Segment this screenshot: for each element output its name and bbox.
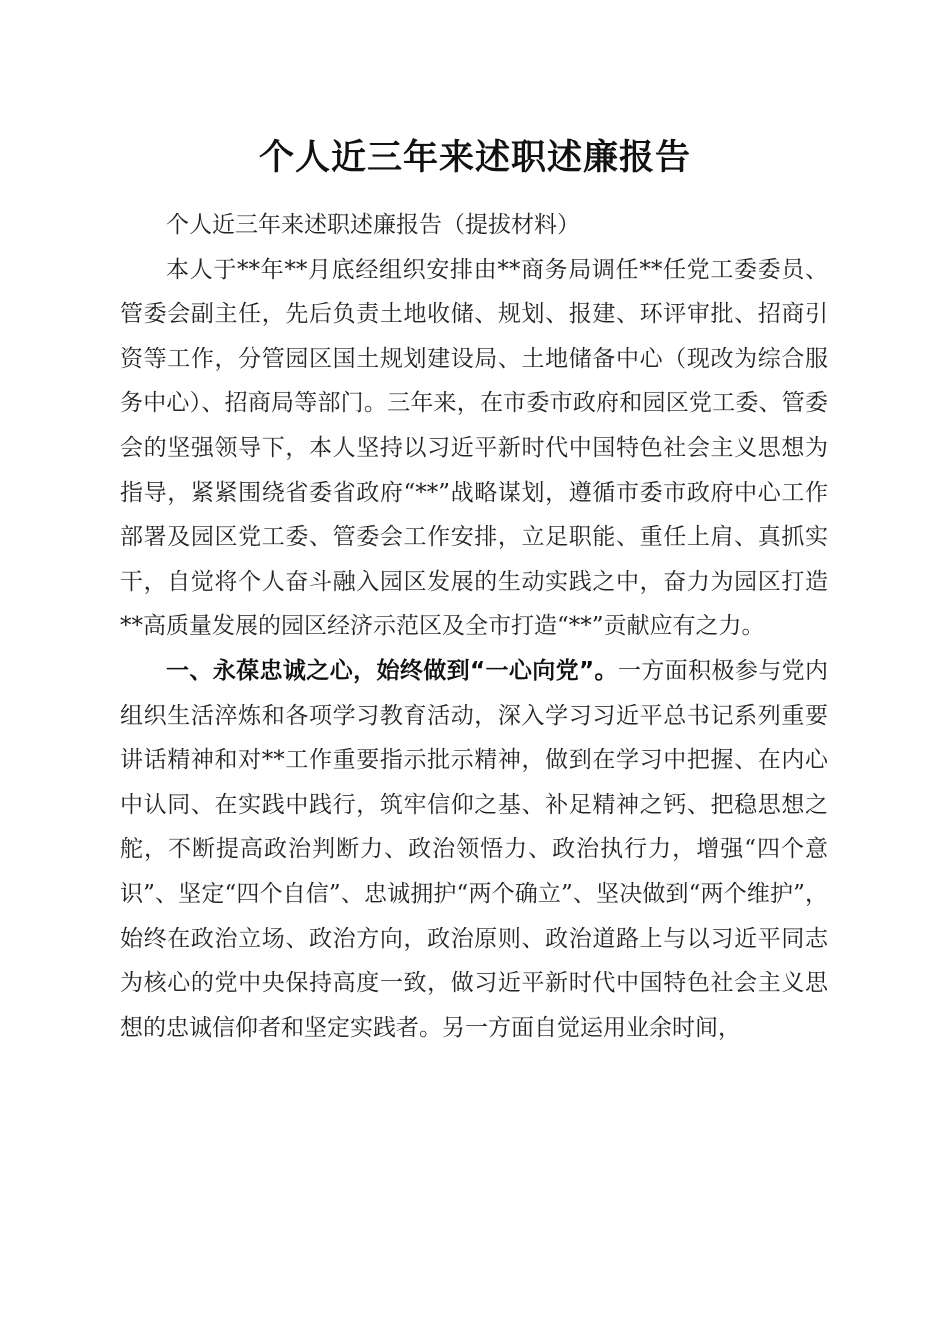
section-1-heading: 一、永葆忠诚之心，始终做到“一心向党”。 [166,657,618,684]
section-1-paragraph [120,649,828,1050]
section-1-text: 一方面积极参与党内组织生活淬炼和各项学习教育活动，深入学习习近平总书记系列重要讲话精神和对**工作重要指示批示精神，做到在学习中把握、在内心中认同、在实践中践行，筑牢信仰之基、补足精神之钙、把稳思想之舵，不断提高政治判断力、政治领悟力、政治执行力，增强“四个意识”、坚定“四个自信”、忠诚拥护“两个确立”、坚决做到“两个维护”，始终在政治立场、政治方向，政治原则、政治道路上与以习近平同志为核心的党中央保持高度一致，做习近平新时代中国特色社会主义思想的忠诚信仰者和坚定实践者。另一方面自觉运用业余时间， [120,657,829,1041]
subtitle-paragraph: 个人近三年来述职述廉报告（提拔材料） [166,212,580,238]
document-body [120,203,828,1050]
document-title: 个人近三年来述职述廉报告 [258,137,691,178]
intro-paragraph: 本人于**年**月底经组织安排由**商务局调任**任党工委委员、管委会副主任，先后负责土地收储、规划、报建、环评审批、招商引资等工作，分管园区国土规划建设局、土地储备中心（现改为综合服务中心）、招商局等部门。三年来，在市委市政府和园区党工委、管委会的坚强领导下，本人坚持以习近平新时代中国特色社会主义思想为指导，紧紧围绕省委省政府“**”战略谋划，遵循市委市政府中心工作部署及园区党工委、管委会工作安排，立足职能、重任上肩、真抓实干，自觉将个人奋斗融入园区发展的生动实践之中，奋力为园区打造**高质量发展的园区经济示范区及全市打造“**”贡献应有之力。 [120,256,828,640]
